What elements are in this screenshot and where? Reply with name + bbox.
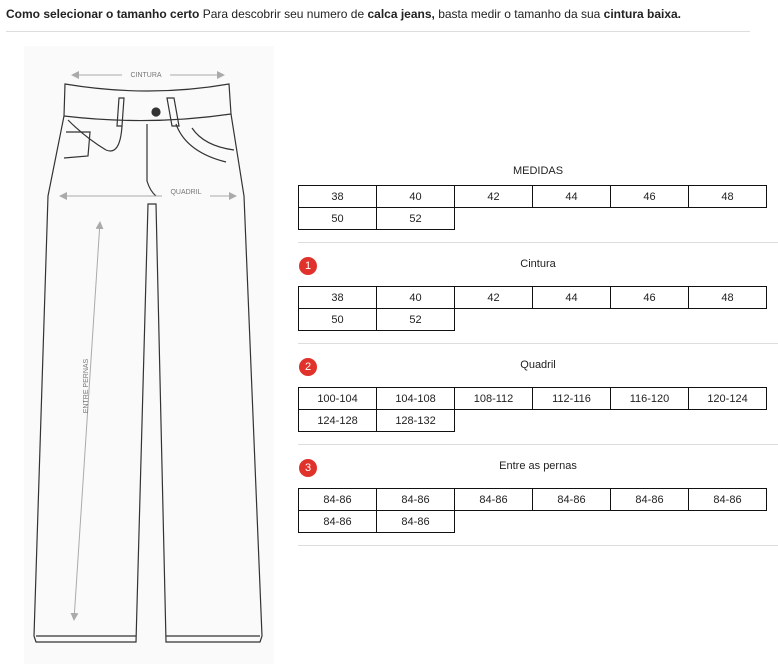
- medidas-cell: 44: [533, 186, 611, 208]
- header-divider: [6, 31, 750, 32]
- entre-table: [298, 488, 767, 533]
- cintura-cell: 48: [689, 287, 767, 309]
- medidas-cell: 50: [299, 208, 377, 230]
- cintura-title: Cintura: [520, 258, 556, 270]
- entre-title: Entre as pernas: [499, 460, 577, 472]
- entre-cell: 84-86: [377, 511, 455, 533]
- header-text-2: basta medir o tamanho da sua: [434, 7, 604, 21]
- entre-cell: 84-86: [299, 489, 377, 511]
- header-title: Como selecionar o tamanho certo: [6, 7, 200, 21]
- header-bold-2: cintura baixa.: [603, 7, 682, 21]
- entre-cell: 84-86: [689, 489, 767, 511]
- cintura-cell: 40: [377, 287, 455, 309]
- quadril-cell: 124-128: [299, 410, 377, 432]
- cintura-cell: 52: [377, 309, 455, 331]
- entre-cell: 84-86: [533, 489, 611, 511]
- medidas-title: MEDIDAS: [512, 165, 564, 177]
- quadril-cell: 112-116: [533, 388, 611, 410]
- label-entre-pernas: ENTRE PERNAS: [83, 358, 90, 414]
- quadril-cell: 100-104: [299, 388, 377, 410]
- step-badge-1: 1: [299, 257, 317, 275]
- quadril-cell: 120-124: [689, 388, 767, 410]
- medidas-table: [298, 185, 767, 230]
- step-badge-2: 2: [299, 358, 317, 376]
- medidas-cell: 46: [611, 186, 689, 208]
- section-divider: [298, 545, 778, 546]
- section-divider: [298, 242, 778, 243]
- section-divider: [298, 343, 778, 344]
- quadril-cell: 108-112: [455, 388, 533, 410]
- quadril-cell: 128-132: [377, 410, 455, 432]
- medidas-cell: 52: [377, 208, 455, 230]
- label-quadril: QUADRIL: [170, 189, 202, 196]
- medidas-cell: 40: [377, 186, 455, 208]
- cintura-table: [298, 286, 767, 331]
- quadril-table: [298, 387, 767, 432]
- quadril-title: Quadril: [520, 359, 556, 371]
- medidas-cell: 48: [689, 186, 767, 208]
- cintura-cell: 50: [299, 309, 377, 331]
- quadril-cell: 116-120: [611, 388, 689, 410]
- page-header: [6, 7, 681, 21]
- header-text-1: Para descobrir seu numero de: [199, 7, 368, 21]
- entre-cell: 84-86: [377, 489, 455, 511]
- label-cintura: CINTURA: [130, 72, 162, 79]
- entre-cell: 84-86: [455, 489, 533, 511]
- entre-cell: 84-86: [611, 489, 689, 511]
- jeans-diagram: [24, 46, 274, 664]
- medidas-cell: 38: [299, 186, 377, 208]
- cintura-cell: 42: [455, 287, 533, 309]
- medidas-cell: 42: [455, 186, 533, 208]
- step-badge-3: 3: [299, 459, 317, 477]
- quadril-cell: 104-108: [377, 388, 455, 410]
- cintura-cell: 38: [299, 287, 377, 309]
- entre-cell: 84-86: [299, 511, 377, 533]
- cintura-cell: 46: [611, 287, 689, 309]
- header-bold-1: calca jeans,: [367, 7, 435, 21]
- section-divider: [298, 444, 778, 445]
- cintura-cell: 44: [533, 287, 611, 309]
